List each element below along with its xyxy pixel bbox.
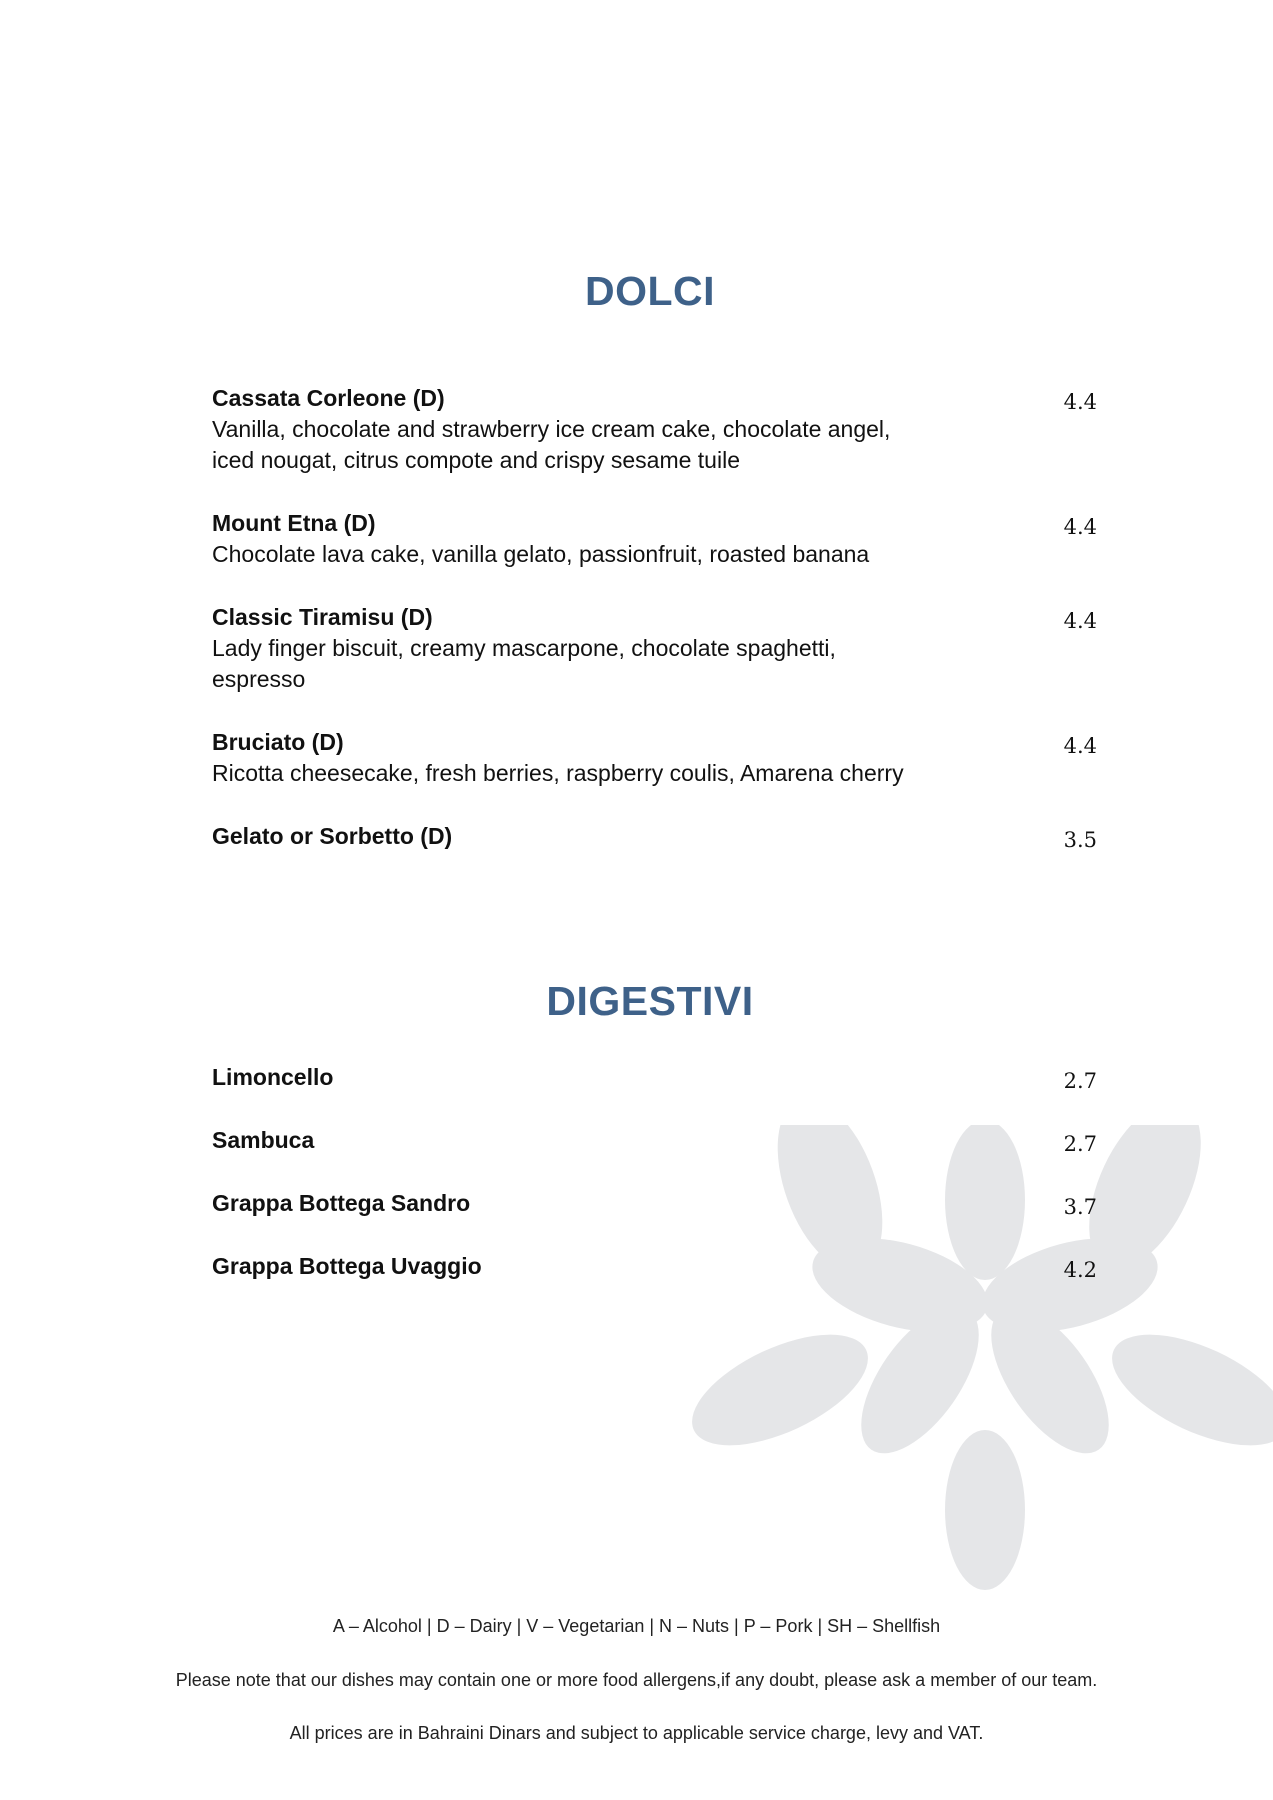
item-price: 4.4 <box>1063 390 1097 414</box>
price-note: All prices are in Bahraini Dinars and subject to applicable service charge, levy and VAT. <box>289 1723 984 1743</box>
item-description: Ricotta cheesecake, fresh berries, raspberry coulis, Amarena cherry <box>212 760 904 786</box>
item-price: 2.7 <box>1063 1069 1097 1093</box>
menu-item <box>212 821 1097 852</box>
item-price: 3.7 <box>1063 1195 1097 1219</box>
menu-item <box>212 383 1097 476</box>
item-name: Classic Tiramisu (D) <box>212 604 433 630</box>
item-name: Gelato or Sorbetto (D) <box>212 823 453 849</box>
item-description: Lady finger biscuit, creamy mascarpone, chocolate spaghetti, espresso <box>212 635 836 692</box>
dolci-menu-list <box>212 383 1097 852</box>
menu-item <box>212 1188 1097 1219</box>
digestivi-menu-list <box>212 1062 1097 1282</box>
item-name: Cassata Corleone (D) <box>212 385 445 411</box>
item-price: 2.7 <box>1063 1132 1097 1156</box>
item-name: Mount Etna (D) <box>212 510 376 536</box>
menu-item <box>212 1125 1097 1156</box>
item-name: Bruciato (D) <box>212 729 344 755</box>
allergen-note: Please note that our dishes may contain one or more food allergens,if any doubt, please ask a member of our team. <box>175 1670 1098 1690</box>
allergen-key: A – Alcohol | D – Dairy | V – Vegetarian | N – Nuts | P – Pork | SH – Shellfish <box>332 1616 941 1636</box>
menu-item <box>212 1062 1097 1093</box>
item-description: Vanilla, chocolate and strawberry ice cream cake, chocolate angel, iced nougat, citrus compote and crispy sesame tuile <box>212 416 891 473</box>
item-price: 4.2 <box>1063 1258 1097 1282</box>
item-price: 3.5 <box>1063 828 1097 852</box>
item-price: 4.4 <box>1063 609 1097 633</box>
menu-item <box>212 1251 1097 1282</box>
menu-item <box>212 508 1097 570</box>
item-description: Chocolate lava cake, vanilla gelato, passionfruit, roasted banana <box>212 541 870 567</box>
section-title-dolci: DOLCI <box>584 268 716 314</box>
menu-item <box>212 727 1097 789</box>
item-name: Grappa Bottega Sandro <box>212 1190 471 1216</box>
menu-item <box>212 602 1097 695</box>
item-name: Limoncello <box>212 1064 334 1090</box>
item-name: Sambuca <box>212 1127 315 1153</box>
section-title-digestivi: DIGESTIVI <box>546 978 754 1024</box>
item-name: Grappa Bottega Uvaggio <box>212 1253 482 1279</box>
item-price: 4.4 <box>1063 734 1097 758</box>
item-price: 4.4 <box>1063 515 1097 539</box>
